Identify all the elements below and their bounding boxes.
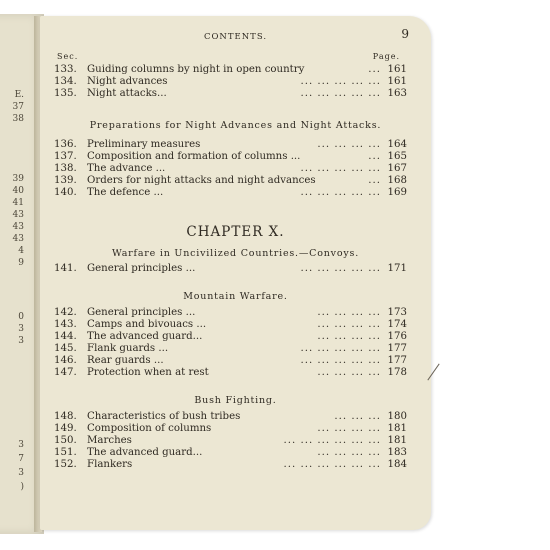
toc-entry bbox=[54, 331, 407, 343]
entry-title: Orders for night attacks and night advances bbox=[87, 175, 316, 186]
section-number: 145. bbox=[54, 343, 77, 354]
leader-dots: ... ... ... ... bbox=[317, 319, 381, 330]
prev-fragment: 37 bbox=[12, 102, 24, 112]
entry-page: 168 bbox=[387, 175, 407, 186]
section-number: 139. bbox=[54, 175, 77, 186]
prev-fragment: 43 bbox=[12, 234, 24, 244]
entry-title: Composition of columns bbox=[87, 423, 212, 434]
entry-title: Guiding columns by night in open country bbox=[87, 64, 305, 75]
toc-entry bbox=[54, 307, 407, 319]
entry-title: Composition and formation of columns ... bbox=[87, 151, 301, 162]
entry-page: 171 bbox=[387, 263, 407, 274]
leader-dots: ... bbox=[368, 151, 381, 162]
prev-fragment: ) bbox=[20, 482, 24, 492]
prev-fragment: 43 bbox=[12, 222, 24, 232]
entry-page: 183 bbox=[387, 447, 407, 458]
entry-title: Characteristics of bush tribes bbox=[87, 411, 241, 422]
leader-dots: ... ... ... bbox=[334, 411, 381, 422]
page-number: 9 bbox=[401, 27, 409, 41]
entry-title: Flank guards ... bbox=[87, 343, 169, 354]
entry-page: 169 bbox=[387, 187, 407, 198]
prev-fragment: 43 bbox=[12, 210, 24, 220]
prev-fragment: 9 bbox=[18, 258, 24, 268]
entry-title: Night attacks... bbox=[87, 88, 167, 99]
prev-fragment: 40 bbox=[12, 186, 24, 196]
entry-page: 181 bbox=[387, 423, 407, 434]
toc-entry bbox=[54, 187, 407, 199]
section-number: 147. bbox=[54, 367, 77, 378]
entry-page: 178 bbox=[387, 367, 407, 378]
toc-entry bbox=[54, 319, 407, 331]
chapter-title: CHAPTER X. bbox=[186, 224, 285, 240]
section-heading: Bush Fighting. bbox=[194, 395, 277, 406]
toc-entry bbox=[54, 423, 407, 435]
prev-fragment: 3 bbox=[18, 468, 24, 478]
toc-entry bbox=[54, 139, 407, 151]
prev-fragment: 3 bbox=[18, 324, 24, 334]
section-number: 148. bbox=[54, 411, 77, 422]
toc-entry bbox=[54, 355, 407, 367]
section-number: 150. bbox=[54, 435, 77, 446]
leader-dots: ... ... ... ... ... ... bbox=[283, 459, 381, 470]
previous-page-text bbox=[0, 14, 24, 534]
leader-dots: ... ... ... ... ... bbox=[300, 163, 381, 174]
entry-page: 177 bbox=[387, 343, 407, 354]
prev-fragment: 7 bbox=[18, 454, 24, 464]
entry-page: 180 bbox=[387, 411, 407, 422]
entry-title: Preliminary measures bbox=[87, 139, 201, 150]
toc-entry bbox=[54, 88, 407, 100]
section-number: 149. bbox=[54, 423, 77, 434]
entry-title: General principles ... bbox=[87, 263, 196, 274]
prev-fragment: E. bbox=[14, 90, 24, 100]
toc-entry bbox=[54, 175, 407, 187]
leader-dots: ... ... ... ... ... bbox=[300, 76, 381, 87]
toc-entry bbox=[54, 263, 407, 275]
toc-entry bbox=[54, 151, 407, 163]
leader-dots: ... ... ... ... ... bbox=[300, 355, 381, 366]
section-number: 142. bbox=[54, 307, 77, 318]
section-number: 134. bbox=[54, 76, 77, 87]
leader-dots: ... ... ... ... bbox=[317, 423, 381, 434]
toc-entry bbox=[54, 435, 407, 447]
toc-entry bbox=[54, 367, 407, 379]
chapter-subtitle: Warfare in Uncivilized Countries.—Convoys. bbox=[111, 248, 360, 259]
leader-dots: ... ... ... ... bbox=[317, 367, 381, 378]
entry-page: 161 bbox=[387, 64, 407, 75]
entry-title: The advanced guard... bbox=[87, 331, 203, 342]
entry-page: 161 bbox=[387, 76, 407, 87]
prev-fragment: 38 bbox=[12, 114, 24, 124]
entry-page: 181 bbox=[387, 435, 407, 446]
entry-title: Flankers bbox=[87, 459, 133, 470]
entry-page: 165 bbox=[387, 151, 407, 162]
leader-dots: ... ... ... ... ... bbox=[300, 187, 381, 198]
leader-dots: ... ... ... ... bbox=[317, 447, 381, 458]
entry-page: 184 bbox=[387, 459, 407, 470]
section-number: 138. bbox=[54, 163, 77, 174]
entry-title: Rear guards ... bbox=[87, 355, 164, 366]
section-number: 136. bbox=[54, 139, 77, 150]
column-header-page: Page. bbox=[372, 52, 400, 61]
leader-dots: ... bbox=[368, 175, 381, 186]
entry-title: General principles ... bbox=[87, 307, 196, 318]
column-header-section: Sec. bbox=[57, 52, 79, 61]
leader-dots: ... ... ... ... ... bbox=[300, 263, 381, 274]
toc-entry bbox=[54, 459, 407, 471]
entry-title: Protection when at rest bbox=[87, 367, 209, 378]
leader-dots: ... ... ... ... ... ... bbox=[283, 435, 381, 446]
entry-title: The advance ... bbox=[87, 163, 166, 174]
prev-fragment: 3 bbox=[18, 440, 24, 450]
prev-fragment: 4 bbox=[18, 246, 24, 256]
entry-title: The advanced guard... bbox=[87, 447, 203, 458]
toc-entry bbox=[54, 163, 407, 175]
leader-dots: ... ... ... ... bbox=[317, 307, 381, 318]
entry-title: Night advances bbox=[87, 76, 168, 87]
section-number: 146. bbox=[54, 355, 77, 366]
entry-page: 173 bbox=[387, 307, 407, 318]
toc-entry bbox=[54, 64, 407, 76]
section-number: 144. bbox=[54, 331, 77, 342]
prev-fragment: 41 bbox=[12, 198, 24, 208]
leader-dots: ... ... ... ... ... bbox=[300, 343, 381, 354]
section-number: 135. bbox=[54, 88, 77, 99]
prev-fragment: 0 bbox=[18, 312, 24, 322]
section-number: 152. bbox=[54, 459, 77, 470]
toc-entry bbox=[54, 411, 407, 423]
section-heading: Mountain Warfare. bbox=[183, 291, 288, 302]
section-number: 141. bbox=[54, 263, 77, 274]
section-number: 137. bbox=[54, 151, 77, 162]
section-number: 143. bbox=[54, 319, 77, 330]
entry-page: 167 bbox=[387, 163, 407, 174]
toc-entry bbox=[54, 343, 407, 355]
toc-entry bbox=[54, 447, 407, 459]
section-number: 151. bbox=[54, 447, 77, 458]
running-head: CONTENTS. bbox=[203, 32, 268, 42]
leader-dots: ... ... ... ... ... bbox=[300, 88, 381, 99]
section-number: 140. bbox=[54, 187, 77, 198]
section-heading: Preparations for Night Advances and Night Attacks. bbox=[89, 120, 382, 131]
entry-page: 177 bbox=[387, 355, 407, 366]
leader-dots: ... bbox=[368, 64, 381, 75]
toc-entry bbox=[54, 76, 407, 88]
leader-dots: ... ... ... ... bbox=[317, 139, 381, 150]
contents-page bbox=[40, 16, 431, 530]
section-number: 133. bbox=[54, 64, 77, 75]
entry-title: Camps and bivouacs ... bbox=[87, 319, 207, 330]
leader-dots: ... ... ... ... bbox=[317, 331, 381, 342]
prev-fragment: 39 bbox=[12, 174, 24, 184]
entry-title: The defence ... bbox=[87, 187, 164, 198]
entry-page: 163 bbox=[387, 88, 407, 99]
entry-page: 174 bbox=[387, 319, 407, 330]
entry-page: 164 bbox=[387, 139, 407, 150]
entry-title: Marches bbox=[87, 435, 132, 446]
prev-fragment: 3 bbox=[18, 336, 24, 346]
entry-page: 176 bbox=[387, 331, 407, 342]
